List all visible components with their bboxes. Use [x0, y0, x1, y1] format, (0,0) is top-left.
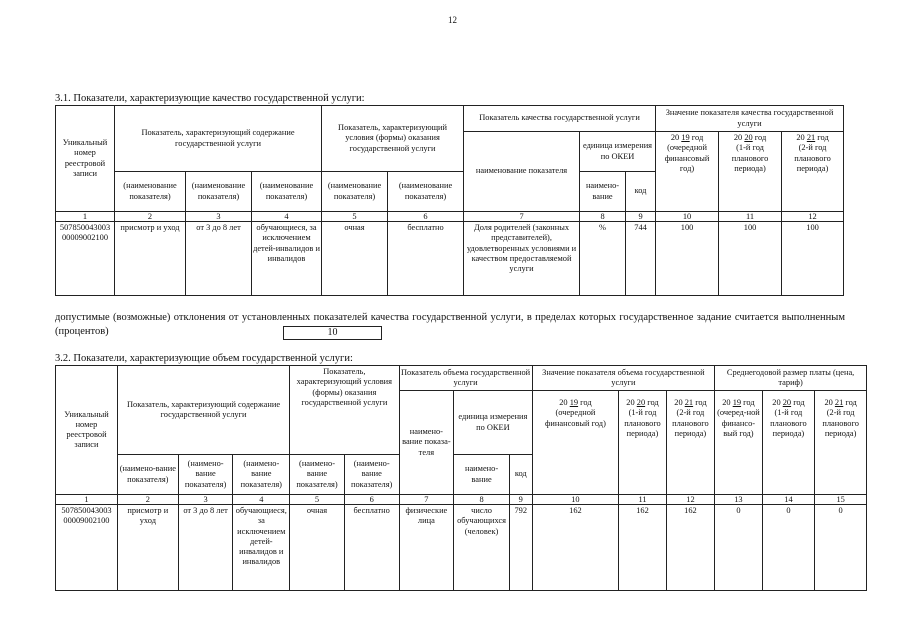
header-year-3: 20 21 год (2-й год планового периода)	[782, 132, 844, 212]
cell-indicator: Доля родителей (законных представителей), удовлетворенных условиями и качеством предоставляемой услуги	[464, 222, 580, 296]
col-number: 10	[656, 212, 719, 222]
cell-age: от 3 до 8 лет	[186, 222, 252, 296]
cell-fee-1: 0	[715, 505, 762, 591]
header-fee-year-2: 20 20 год (1-й год планового периода)	[762, 391, 815, 495]
header-name-indicator-4: (наимено-вание показателя)	[233, 455, 290, 495]
header-year-1: 20 19 год (очередной финансовый год)	[656, 132, 719, 212]
header-volume-year-1: 20 19 год (очередной финансовый год)	[532, 391, 619, 495]
col-number: 14	[762, 495, 815, 505]
header-volume-value: Значение показателя объема государственной услуги	[532, 366, 715, 391]
header-volume-year-3: 20 21 год (2-й год планового периода)	[666, 391, 714, 495]
deviation-value-box: 10	[283, 326, 382, 340]
header-unique-number: Уникальный номер реестровой записи	[56, 366, 118, 495]
header-unit-name: наимено-вание	[580, 172, 626, 212]
table-row	[56, 505, 867, 591]
col-number: 8	[580, 212, 626, 222]
col-number: 7	[464, 212, 580, 222]
col-number: 15	[815, 495, 867, 505]
header-name-indicator-6: (наименование показателя)	[388, 172, 464, 212]
header-name-indicator-6: (наимено-вание показателя)	[344, 455, 399, 495]
cell-service: присмотр и уход	[115, 222, 186, 296]
col-number: 6	[344, 495, 399, 505]
header-volume-indicator: Показатель объема государственной услуги	[399, 366, 532, 391]
header-indicator-name: наименование показателя	[464, 132, 580, 212]
header-name-indicator-2: (наимено-вание показателя)	[117, 455, 178, 495]
cell-volume-2: 162	[619, 505, 666, 591]
header-fee-year-3: 20 21 год (2-й год планового периода)	[815, 391, 867, 495]
cell-payment: бесплатно	[388, 222, 464, 296]
header-year-2: 20 20 год (1-й год планового периода)	[719, 132, 782, 212]
col-number: 7	[399, 495, 454, 505]
col-number: 3	[186, 212, 252, 222]
header-indicator-name: наимено-вание показа-теля	[399, 391, 454, 495]
header-quality-value: Значение показателя качества государственной услуги	[656, 106, 844, 132]
header-unique-number: Уникальный номер реестровой записи	[56, 106, 115, 212]
header-unit-name: наимено-вание	[454, 455, 510, 495]
cell-form: очная	[322, 222, 388, 296]
header-quality-indicator: Показатель качества государственной услуги	[464, 106, 656, 132]
table-row	[56, 222, 844, 296]
cell-unit-code: 792	[509, 505, 532, 591]
col-number: 5	[290, 495, 345, 505]
cell-fee-3: 0	[815, 505, 867, 591]
cell-category: обучающиеся, за исключением детей-инвалидов и инвалидов	[252, 222, 322, 296]
col-number: 11	[719, 212, 782, 222]
header-fee-year-1: 20 19 год (очеред-ной финансо-вый год)	[715, 391, 762, 495]
col-number: 9	[626, 212, 656, 222]
cell-unit-name: %	[580, 222, 626, 296]
cell-registry-id: 507850043003 00009002100	[56, 505, 118, 591]
cell-age: от 3 до 8 лет	[178, 505, 233, 591]
col-number: 4	[252, 212, 322, 222]
deviation-text: допустимые (возможные) отклонения от установленных показателей качества государственной услуги, в пределах которых государственное задание считается выполненным (процентов)	[55, 312, 845, 337]
cell-value-2: 100	[719, 222, 782, 296]
col-number: 12	[666, 495, 714, 505]
header-name-indicator-3: (наименование показателя)	[186, 172, 252, 212]
cell-unit-name: число обучающихся (человек)	[454, 505, 510, 591]
header-unit-code: код	[509, 455, 532, 495]
col-number: 1	[56, 212, 115, 222]
quality-table	[55, 105, 844, 296]
header-name-indicator-3: (наимено-вание показателя)	[178, 455, 233, 495]
col-number: 13	[715, 495, 762, 505]
col-number: 4	[233, 495, 290, 505]
header-name-indicator-5: (наимено-вание показателя)	[290, 455, 345, 495]
cell-registry-id: 507850043003 00009002100	[56, 222, 115, 296]
cell-category: обучающиеся, за исключением детей-инвалидов и инвалидов	[233, 505, 290, 591]
col-number: 10	[532, 495, 619, 505]
volume-table	[55, 365, 867, 591]
header-content-indicator: Показатель, характеризующий содержание государственной услуги	[117, 366, 289, 455]
header-volume-year-2: 20 20 год (1-й год планового периода)	[619, 391, 666, 495]
header-conditions-indicator: Показатель, характеризующий условия (формы) оказания государственной услуги	[290, 366, 399, 455]
cell-indicator: физические лица	[399, 505, 454, 591]
cell-value-1: 100	[656, 222, 719, 296]
col-number: 2	[115, 212, 186, 222]
header-name-indicator-5: (наименование показателя)	[322, 172, 388, 212]
col-number: 9	[509, 495, 532, 505]
section-quality-title: 3.1. Показатели, характеризующие качество государственной услуги:	[55, 93, 365, 104]
cell-service: присмотр и уход	[117, 505, 178, 591]
col-number: 11	[619, 495, 666, 505]
header-name-indicator-4: (наименование показателя)	[252, 172, 322, 212]
col-number: 12	[782, 212, 844, 222]
cell-form: очная	[290, 505, 345, 591]
cell-fee-2: 0	[762, 505, 815, 591]
header-unit-okei: единица измерения по ОКЕИ	[580, 132, 656, 172]
header-fee: Среднегодовой размер платы (цена, тариф)	[715, 366, 867, 391]
cell-unit-code: 744	[626, 222, 656, 296]
col-number: 1	[56, 495, 118, 505]
page-number: 12	[448, 15, 457, 25]
header-unit-code: код	[626, 172, 656, 212]
cell-volume-3: 162	[666, 505, 714, 591]
header-conditions-indicator: Показатель, характеризующий условия (формы) оказания государственной услуги	[322, 106, 464, 172]
cell-payment: бесплатно	[344, 505, 399, 591]
cell-value-3: 100	[782, 222, 844, 296]
header-content-indicator: Показатель, характеризующий содержание государственной услуги	[115, 106, 322, 172]
cell-volume-1: 162	[532, 505, 619, 591]
header-unit-okei: единица измерения по ОКЕИ	[454, 391, 532, 455]
header-name-indicator-2: (наименование показателя)	[115, 172, 186, 212]
col-number: 6	[388, 212, 464, 222]
col-number: 3	[178, 495, 233, 505]
col-number: 2	[117, 495, 178, 505]
col-number: 8	[454, 495, 510, 505]
section-volume-title: 3.2. Показатели, характеризующие объем государственной услуги:	[55, 353, 353, 364]
col-number: 5	[322, 212, 388, 222]
